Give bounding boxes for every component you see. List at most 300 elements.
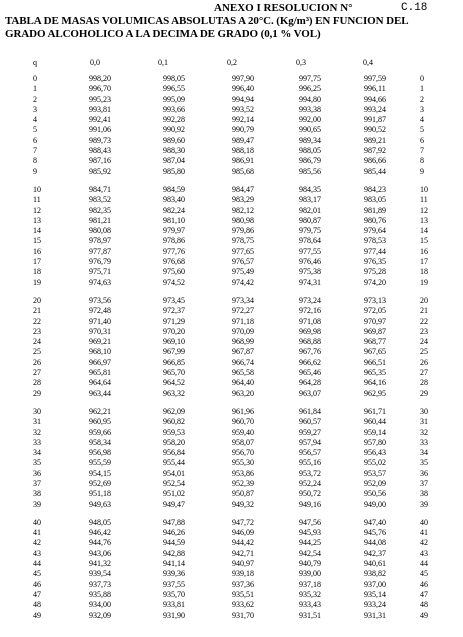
table-cell: 982,35 bbox=[89, 205, 111, 215]
table-cell: 988,30 bbox=[163, 146, 185, 156]
table-cell: 969,10 bbox=[163, 337, 185, 347]
row-degree-right: 49 bbox=[420, 610, 428, 620]
row-degree-right: 37 bbox=[420, 478, 428, 488]
table-cell: 990,65 bbox=[299, 125, 321, 135]
table-cell: 957,94 bbox=[299, 437, 321, 447]
table-row bbox=[0, 125, 463, 135]
table-cell: 974,42 bbox=[232, 277, 254, 287]
table-cell: 956,70 bbox=[232, 448, 254, 458]
table-cell: 976,35 bbox=[364, 257, 386, 267]
group-spacer bbox=[0, 510, 463, 518]
table-cell: 958,20 bbox=[163, 437, 185, 447]
column-header-0-3: 0,3 bbox=[296, 58, 306, 67]
table-cell: 950,72 bbox=[299, 489, 321, 499]
row-degree-right: 40 bbox=[420, 517, 428, 527]
table-cell: 946,09 bbox=[232, 528, 254, 538]
table-cell: 993,66 bbox=[163, 104, 185, 114]
table-cell: 992,00 bbox=[299, 115, 321, 125]
table-cell: 972,37 bbox=[163, 306, 185, 316]
table-cell: 972,48 bbox=[89, 306, 111, 316]
table-cell: 967,87 bbox=[232, 347, 254, 357]
row-degree-right: 8 bbox=[420, 156, 424, 166]
table-cell: 966,85 bbox=[163, 357, 185, 367]
table-cell: 966,97 bbox=[89, 357, 111, 367]
row-degree: 12 bbox=[33, 205, 41, 215]
row-degree: 5 bbox=[33, 125, 37, 135]
table-cell: 944,25 bbox=[299, 538, 321, 548]
table-cell: 959,27 bbox=[299, 427, 321, 437]
table-cell: 985,92 bbox=[89, 166, 111, 176]
row-degree: 15 bbox=[33, 236, 41, 246]
table-row bbox=[0, 226, 463, 236]
table-cell: 977,65 bbox=[232, 246, 254, 256]
table-row bbox=[0, 296, 463, 306]
table-row bbox=[0, 136, 463, 146]
table-cell: 954,01 bbox=[163, 468, 185, 478]
table-cell: 996,25 bbox=[299, 84, 321, 94]
table-cell: 978,53 bbox=[364, 236, 386, 246]
table-cell: 996,55 bbox=[163, 84, 185, 94]
table-cell: 963,32 bbox=[163, 388, 185, 398]
table-cell: 940,79 bbox=[299, 559, 321, 569]
table-cell: 989,73 bbox=[89, 135, 111, 145]
table-cell: 947,88 bbox=[163, 517, 185, 527]
table-row bbox=[0, 378, 463, 388]
table-cell: 975,38 bbox=[299, 267, 321, 277]
table-row bbox=[0, 518, 463, 528]
table-row bbox=[0, 146, 463, 156]
table-cell: 955,02 bbox=[364, 458, 386, 468]
table-cell: 986,66 bbox=[364, 156, 386, 166]
row-degree: 24 bbox=[33, 337, 41, 347]
table-row bbox=[0, 358, 463, 368]
row-degree: 4 bbox=[33, 115, 37, 125]
table-cell: 948,05 bbox=[89, 517, 111, 527]
table-cell: 970,97 bbox=[364, 316, 386, 326]
table-cell: 976,46 bbox=[299, 257, 321, 267]
table-cell: 986,79 bbox=[299, 156, 321, 166]
table-cell: 991,87 bbox=[364, 115, 386, 125]
table-cell: 984,47 bbox=[232, 184, 254, 194]
table-cell: 991,06 bbox=[89, 125, 111, 135]
table-cell: 985,44 bbox=[364, 166, 386, 176]
table-cell: 978,64 bbox=[299, 236, 321, 246]
row-degree: 10 bbox=[33, 184, 41, 194]
table-cell: 955,16 bbox=[299, 458, 321, 468]
row-degree: 43 bbox=[33, 548, 41, 558]
row-degree: 7 bbox=[33, 146, 37, 156]
row-degree: 41 bbox=[33, 528, 41, 538]
table-cell: 968,99 bbox=[232, 337, 254, 347]
row-degree-right: 36 bbox=[420, 468, 428, 478]
row-degree: 20 bbox=[33, 295, 41, 305]
row-degree-right: 26 bbox=[420, 357, 428, 367]
table-cell: 951,02 bbox=[163, 489, 185, 499]
table-cell: 955,44 bbox=[163, 458, 185, 468]
table-cell: 988,05 bbox=[299, 146, 321, 156]
table-cell: 942,54 bbox=[299, 548, 321, 558]
table-cell: 931,31 bbox=[364, 610, 386, 620]
table-row bbox=[0, 156, 463, 166]
row-degree-right: 45 bbox=[420, 569, 428, 579]
group-spacer bbox=[0, 288, 463, 296]
row-degree: 21 bbox=[33, 306, 41, 316]
table-cell: 933,43 bbox=[299, 600, 321, 610]
table-cell: 961,84 bbox=[299, 406, 321, 416]
table-cell: 956,84 bbox=[163, 448, 185, 458]
table-cell: 967,99 bbox=[163, 347, 185, 357]
table-cell: 944,76 bbox=[89, 538, 111, 548]
row-degree: 1 bbox=[33, 84, 37, 94]
table-cell: 989,60 bbox=[163, 135, 185, 145]
table-cell: 973,45 bbox=[163, 295, 185, 305]
table-cell: 970,31 bbox=[89, 326, 111, 336]
row-degree: 45 bbox=[33, 569, 41, 579]
table-cell: 977,76 bbox=[163, 246, 185, 256]
table-cell: 970,09 bbox=[232, 326, 254, 336]
row-degree-right: 23 bbox=[420, 326, 428, 336]
row-degree-right: 32 bbox=[420, 427, 428, 437]
table-cell: 959,53 bbox=[163, 427, 185, 437]
table-cell: 970,20 bbox=[163, 326, 185, 336]
row-degree-right: 14 bbox=[420, 226, 428, 236]
table-cell: 997,90 bbox=[232, 74, 254, 83]
table-cell: 978,75 bbox=[232, 236, 254, 246]
table-cell: 932,09 bbox=[89, 610, 111, 620]
table-cell: 937,36 bbox=[232, 579, 254, 589]
column-headers bbox=[0, 58, 463, 70]
table-cell: 940,61 bbox=[364, 559, 386, 569]
table-cell: 980,87 bbox=[299, 215, 321, 225]
table-cell: 949,63 bbox=[89, 499, 111, 509]
table-cell: 935,32 bbox=[299, 589, 321, 599]
table-cell: 972,05 bbox=[364, 306, 386, 316]
row-degree: 38 bbox=[33, 489, 41, 499]
row-degree: 6 bbox=[33, 135, 37, 145]
row-degree: 48 bbox=[33, 600, 41, 610]
table-cell: 968,77 bbox=[364, 337, 386, 347]
table-cell: 960,70 bbox=[232, 417, 254, 427]
table-row bbox=[0, 428, 463, 438]
table-cell: 958,34 bbox=[89, 437, 111, 447]
row-degree: 27 bbox=[33, 368, 41, 378]
table-cell: 967,76 bbox=[299, 347, 321, 357]
row-degree-right: 29 bbox=[420, 388, 428, 398]
table-row bbox=[0, 195, 463, 205]
row-degree-right: 41 bbox=[420, 528, 428, 538]
annex-label: ANEXO I RESOLUCION N° bbox=[214, 2, 353, 14]
table-cell: 984,71 bbox=[89, 184, 111, 194]
row-degree-right: 33 bbox=[420, 437, 428, 447]
table-cell: 983,52 bbox=[89, 195, 111, 205]
table-row bbox=[0, 368, 463, 378]
table-cell: 962,95 bbox=[364, 388, 386, 398]
table-cell: 963,07 bbox=[299, 388, 321, 398]
table-row bbox=[0, 528, 463, 538]
table-cell: 943,06 bbox=[89, 548, 111, 558]
table-row bbox=[0, 458, 463, 468]
table-cell: 955,59 bbox=[89, 458, 111, 468]
table-cell: 977,87 bbox=[89, 246, 111, 256]
column-header-0-2: 0,2 bbox=[227, 58, 237, 67]
row-degree: 11 bbox=[33, 195, 41, 205]
row-degree-right: 1 bbox=[420, 84, 424, 94]
table-cell: 986,91 bbox=[232, 156, 254, 166]
table-cell: 971,08 bbox=[299, 316, 321, 326]
row-degree: 2 bbox=[33, 94, 37, 104]
table-cell: 976,79 bbox=[89, 257, 111, 267]
row-degree-right: 25 bbox=[420, 347, 428, 357]
table-cell: 993,38 bbox=[299, 104, 321, 114]
table-cell: 933,24 bbox=[364, 600, 386, 610]
table-cell: 971,29 bbox=[163, 316, 185, 326]
table-cell: 981,21 bbox=[89, 215, 111, 225]
table-cell: 998,05 bbox=[163, 74, 185, 83]
table-cell: 980,98 bbox=[232, 215, 254, 225]
table-row bbox=[0, 257, 463, 267]
table-row bbox=[0, 448, 463, 458]
row-degree-right: 12 bbox=[420, 205, 428, 215]
table-cell: 975,28 bbox=[364, 267, 386, 277]
table-cell: 937,55 bbox=[163, 579, 185, 589]
row-degree-right: 18 bbox=[420, 267, 428, 277]
table-cell: 994,80 bbox=[299, 94, 321, 104]
table-cell: 974,20 bbox=[364, 277, 386, 287]
row-degree: 29 bbox=[33, 388, 41, 398]
table-cell: 944,42 bbox=[232, 538, 254, 548]
row-degree: 22 bbox=[33, 316, 41, 326]
table-cell: 949,47 bbox=[163, 499, 185, 509]
table-cell: 952,69 bbox=[89, 478, 111, 488]
table-cell: 935,14 bbox=[364, 589, 386, 599]
table-cell: 995,09 bbox=[163, 94, 185, 104]
table-cell: 987,04 bbox=[163, 156, 185, 166]
table-cell: 955,30 bbox=[232, 458, 254, 468]
table-row bbox=[0, 438, 463, 448]
table-cell: 960,82 bbox=[163, 417, 185, 427]
table-cell: 933,81 bbox=[163, 600, 185, 610]
table-cell: 982,01 bbox=[299, 205, 321, 215]
row-degree-right: 2 bbox=[420, 94, 424, 104]
table-row bbox=[0, 236, 463, 246]
table-cell: 972,16 bbox=[299, 306, 321, 316]
table-cell: 942,37 bbox=[364, 548, 386, 558]
table-cell: 988,43 bbox=[89, 146, 111, 156]
table-cell: 958,07 bbox=[232, 437, 254, 447]
table-cell: 962,21 bbox=[89, 406, 111, 416]
table-cell: 978,86 bbox=[163, 236, 185, 246]
row-degree-right: 20 bbox=[420, 295, 428, 305]
row-degree-right: 10 bbox=[420, 184, 428, 194]
table-cell: 980,76 bbox=[364, 215, 386, 225]
table-cell: 974,63 bbox=[89, 277, 111, 287]
table-cell: 992,14 bbox=[232, 115, 254, 125]
table-cell: 939,36 bbox=[163, 569, 185, 579]
row-degree: 16 bbox=[33, 246, 41, 256]
row-degree-right: 21 bbox=[420, 306, 428, 316]
table-cell: 949,32 bbox=[232, 499, 254, 509]
table-cell: 979,97 bbox=[163, 226, 185, 236]
table-cell: 950,56 bbox=[364, 489, 386, 499]
table-cell: 937,00 bbox=[364, 579, 386, 589]
table-cell: 941,14 bbox=[163, 559, 185, 569]
row-degree: 23 bbox=[33, 326, 41, 336]
table-cell: 994,66 bbox=[364, 94, 386, 104]
table-cell: 983,29 bbox=[232, 195, 254, 205]
table-cell: 944,59 bbox=[163, 538, 185, 548]
table-cell: 965,46 bbox=[299, 368, 321, 378]
table-row bbox=[0, 185, 463, 195]
row-degree-right: 46 bbox=[420, 579, 428, 589]
table-cell: 997,59 bbox=[364, 74, 386, 83]
table-cell: 967,65 bbox=[364, 347, 386, 357]
table-cell: 968,88 bbox=[299, 337, 321, 347]
row-degree: 26 bbox=[33, 357, 41, 367]
row-degree: 30 bbox=[33, 406, 41, 416]
table-cell: 979,75 bbox=[299, 226, 321, 236]
table-cell: 942,88 bbox=[163, 548, 185, 558]
table-cell: 938,82 bbox=[364, 569, 386, 579]
row-degree: 19 bbox=[33, 277, 41, 287]
row-degree: 25 bbox=[33, 347, 41, 357]
table-cell: 992,41 bbox=[89, 115, 111, 125]
table-cell: 978,97 bbox=[89, 236, 111, 246]
row-degree: 28 bbox=[33, 378, 41, 388]
table-cell: 931,51 bbox=[299, 610, 321, 620]
table-cell: 959,14 bbox=[364, 427, 386, 437]
table-row bbox=[0, 559, 463, 569]
table-cell: 996,11 bbox=[364, 84, 386, 94]
table-cell: 985,80 bbox=[163, 166, 185, 176]
row-degree: 37 bbox=[33, 478, 41, 488]
row-degree-right: 11 bbox=[420, 195, 428, 205]
table-row bbox=[0, 549, 463, 559]
table-row bbox=[0, 389, 463, 399]
row-degree-right: 7 bbox=[420, 146, 424, 156]
table-cell: 956,57 bbox=[299, 448, 321, 458]
row-degree-right: 44 bbox=[420, 559, 428, 569]
table-cell: 965,81 bbox=[89, 368, 111, 378]
row-degree-right: 5 bbox=[420, 125, 424, 135]
table-cell: 960,57 bbox=[299, 417, 321, 427]
table-cell: 980,08 bbox=[89, 226, 111, 236]
table-cell: 962,09 bbox=[163, 406, 185, 416]
table-row bbox=[0, 489, 463, 499]
table-cell: 973,56 bbox=[89, 295, 111, 305]
table-cell: 953,86 bbox=[232, 468, 254, 478]
row-degree: 35 bbox=[33, 458, 41, 468]
table-cell: 946,42 bbox=[89, 528, 111, 538]
table-cell: 945,93 bbox=[299, 528, 321, 538]
table-cell: 968,10 bbox=[89, 347, 111, 357]
row-degree-right: 6 bbox=[420, 135, 424, 145]
table-cell: 973,13 bbox=[364, 295, 386, 305]
table-cell: 956,98 bbox=[89, 448, 111, 458]
table-cell: 939,18 bbox=[232, 569, 254, 579]
table-cell: 964,28 bbox=[299, 378, 321, 388]
row-degree: 3 bbox=[33, 104, 37, 114]
document-code: C.18 bbox=[401, 2, 428, 14]
table-cell: 947,56 bbox=[299, 517, 321, 527]
table-cell: 931,90 bbox=[163, 610, 185, 620]
row-degree-right: 30 bbox=[420, 406, 428, 416]
table-cell: 985,56 bbox=[299, 166, 321, 176]
table-cell: 973,34 bbox=[232, 295, 254, 305]
table-cell: 951,18 bbox=[89, 489, 111, 499]
row-degree: 17 bbox=[33, 257, 41, 267]
group-spacer bbox=[0, 177, 463, 185]
row-degree-right: 4 bbox=[420, 115, 424, 125]
title-line-1: TABLA DE MASAS VOLUMICAS ABSOLUTAS A 20°C. (Kg/m³) EN FUNCION DEL bbox=[5, 15, 409, 27]
row-degree: 9 bbox=[33, 166, 37, 176]
table-row bbox=[0, 278, 463, 288]
table-row bbox=[0, 469, 463, 479]
column-header-0-4: 0,4 bbox=[363, 58, 373, 67]
table-cell: 947,72 bbox=[232, 517, 254, 527]
row-degree: 13 bbox=[33, 215, 41, 225]
table-cell: 935,70 bbox=[163, 589, 185, 599]
table-cell: 939,00 bbox=[299, 569, 321, 579]
table-cell: 935,51 bbox=[232, 589, 254, 599]
table-title bbox=[5, 15, 463, 41]
table-cell: 979,64 bbox=[364, 226, 386, 236]
table-cell: 981,89 bbox=[364, 205, 386, 215]
table-row bbox=[0, 500, 463, 510]
table-cell: 985,68 bbox=[232, 166, 254, 176]
table-cell: 993,81 bbox=[89, 104, 111, 114]
table-cell: 993,52 bbox=[232, 104, 254, 114]
table-cell: 954,15 bbox=[89, 468, 111, 478]
row-degree-right: 35 bbox=[420, 458, 428, 468]
table-cell: 934,00 bbox=[89, 600, 111, 610]
table-row bbox=[0, 216, 463, 226]
table-cell: 966,62 bbox=[299, 357, 321, 367]
row-degree-right: 34 bbox=[420, 448, 428, 458]
table-row bbox=[0, 115, 463, 125]
table-row bbox=[0, 580, 463, 590]
row-degree: 18 bbox=[33, 267, 41, 277]
table-cell: 965,35 bbox=[364, 368, 386, 378]
table-cell: 987,92 bbox=[364, 146, 386, 156]
table-cell: 952,39 bbox=[232, 478, 254, 488]
row-degree: 47 bbox=[33, 589, 41, 599]
row-degree-right: 9 bbox=[420, 166, 424, 176]
table-cell: 964,40 bbox=[232, 378, 254, 388]
table-cell: 975,71 bbox=[89, 267, 111, 277]
table-cell: 977,55 bbox=[299, 246, 321, 256]
row-degree: 42 bbox=[33, 538, 41, 548]
row-degree: 44 bbox=[33, 559, 41, 569]
row-degree-right: 16 bbox=[420, 246, 428, 256]
table-cell: 976,68 bbox=[163, 257, 185, 267]
table-cell: 961,71 bbox=[364, 406, 386, 416]
table-cell: 931,70 bbox=[232, 610, 254, 620]
table-cell: 965,70 bbox=[163, 368, 185, 378]
table-cell: 960,95 bbox=[89, 417, 111, 427]
table-cell: 975,60 bbox=[163, 267, 185, 277]
table-cell: 957,80 bbox=[364, 437, 386, 447]
row-degree-right: 27 bbox=[420, 368, 428, 378]
table-cell: 979,86 bbox=[232, 226, 254, 236]
table-cell: 961,96 bbox=[232, 406, 254, 416]
table-row bbox=[0, 590, 463, 600]
table-row bbox=[0, 611, 463, 621]
table-cell: 953,72 bbox=[299, 468, 321, 478]
table-cell: 972,27 bbox=[232, 306, 254, 316]
table-cell: 971,40 bbox=[89, 316, 111, 326]
table-cell: 974,52 bbox=[163, 277, 185, 287]
table-row bbox=[0, 74, 463, 84]
